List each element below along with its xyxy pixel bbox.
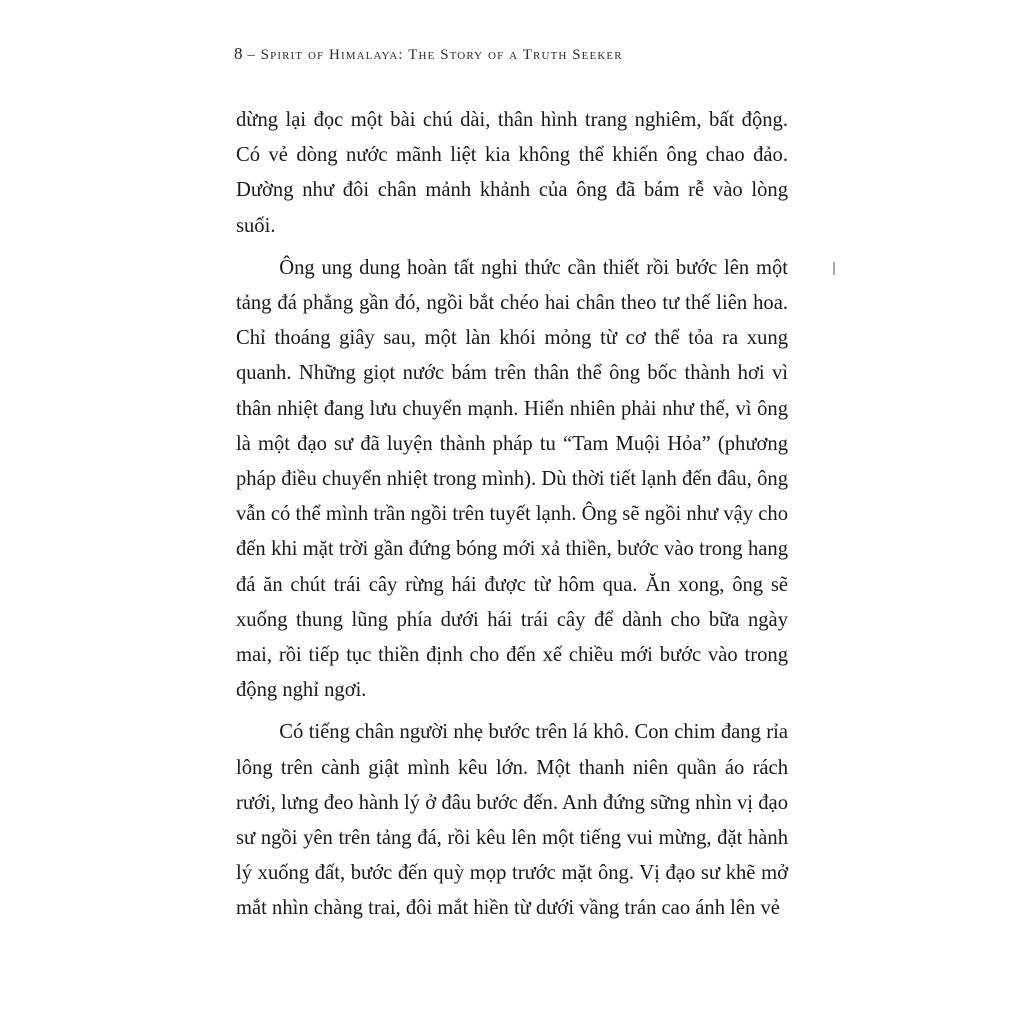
paragraph-1: dừng lại đọc một bài chú dài, thân hình trang nghiêm, bất động. Có vẻ dòng nước mãnh liệt kia không thể khiến ông chao đảo. Dường như đôi chân mảnh khảnh của ông đã bám rễ vào lòng suối. [236, 109, 788, 237]
page-body [236, 96, 788, 927]
page-number: 8 [234, 44, 243, 63]
running-head [234, 44, 623, 64]
paragraph-2: Ông ung dung hoàn tất nghi thức cần thiết rồi bước lên một tảng đá phẳng gần đó, ngồi bắt chéo hai chân theo tư thế liên hoa. Chỉ thoáng giây sau, một làn khói mỏng từ cơ thể tỏa ra xung quanh. Những giọt nước bám trên thân thể ông bốc thành hơi vì thân nhiệt đang lưu chuyển mạnh. Hiển nhiên phải như thế, vì ông là một đạo sư đã luyện thành pháp tu “Tam Muội Hỏa” (phương pháp điều chuyển nhiệt trong mình). Dù thời tiết lạnh đến đâu, ông vẫn có thể mình trần ngồi trên tuyết lạnh. Ông sẽ ngồi như vậy cho đến khi mặt trời gần đứng bóng mới xả thiền, bước vào trong hang đá ăn chút trái cây rừng hái được từ hôm qua. Ăn xong, ông sẽ xuống thung lũng phía dưới hái trái cây để dành cho bữa ngày mai, rồi tiếp tục thiền định cho đến xế chiều mới bước vào trong động nghỉ ngơi. [236, 256, 788, 702]
running-head-title: Spirit of Himalaya: The Story of a Truth Seeker [260, 47, 623, 63]
running-head-dash: – [247, 47, 256, 63]
margin-mark [833, 262, 835, 275]
paragraph-3: Có tiếng chân người nhẹ bước trên lá khô. Con chim đang rỉa lông trên cành giật mình kêu lớn. Một thanh niên quần áo rách rưới, lưng đeo hành lý ở đâu bước đến. Anh đứng sững nhìn vị đạo sư ngồi yên trên tảng đá, rồi kêu lên một tiếng vui mừng, đặt hành lý xuống đất, bước đến quỳ mọp trước mặt ông. Vị đạo sư khẽ mở mắt nhìn chàng trai, đôi mắt hiền từ dưới vầng trán cao ánh lên vẻ [236, 721, 788, 920]
